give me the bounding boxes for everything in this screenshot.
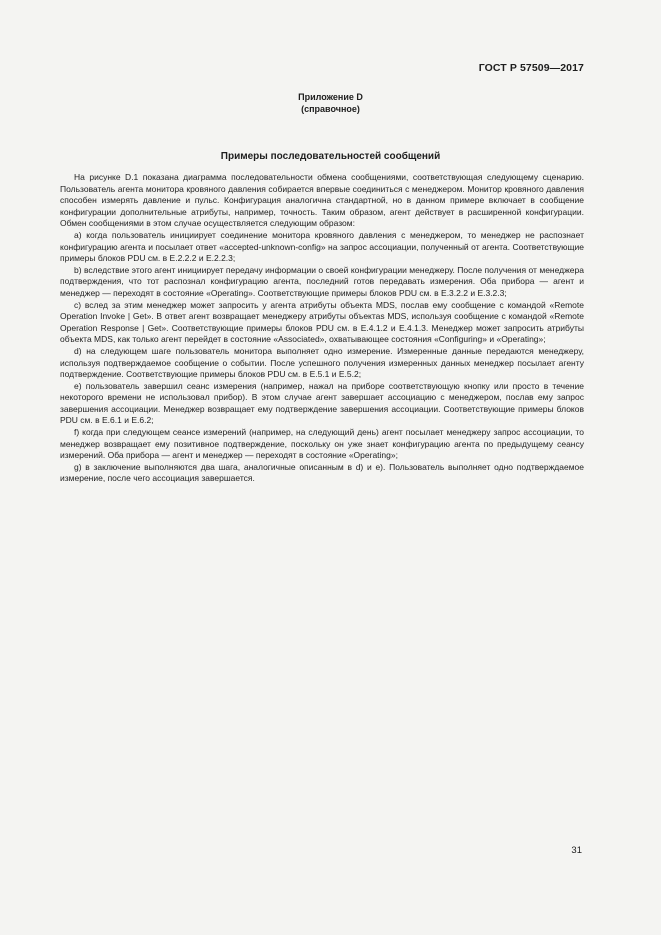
standard-code: ГОСТ Р 57509—2017: [478, 62, 584, 74]
section-title: Примеры последовательностей сообщений: [220, 151, 441, 162]
list-item-c: c) вслед за этим менеджер может запросить у агента атрибуты объекта MDS, послав ему сообщение с командой «Remote Operation Invoke | Get». В ответ агент возвращает менеджеру атрибуты объектаs MDS, используя сообщение с командой «Remote Operation Response | Get». Соответствующие примеры блоков PDU см. в E.4.1.2 и E.4.1.3. Менеджер может запросить атрибуты объекта MDS, как только агент перейдет в состояние «Associated», охватывающее состояния «Configuring» и «Operating»;: [60, 299, 584, 345]
body-text: [60, 172, 584, 485]
list-item-g: g) в заключение выполняются два шага, аналогичные описанным в d) и e). Пользователь выполняет одно подтверждаемое измерение, после чего ассоциация завершается.: [60, 461, 584, 484]
list-item-e: e) пользователь завершил сеанс измерения (например, нажал на приборе соответствующую кнопку или просто в течение некоторого времени не использовал прибор). В этом случае агент завершает ассоциацию с менеджером, послав ему запрос завершения ассоциации. Менеджер возвращает ему подтверждение завершения ассоциации. Соответствующие примеры блоков PDU см. в E.6.1 и E.6.2;: [60, 380, 584, 426]
appendix-title: Приложение D: [298, 92, 363, 102]
appendix-subtitle: (справочное): [301, 104, 360, 114]
list-item-a: a) когда пользователь инициирует соединение монитора кровяного давления с менеджером, то менеджер не распознает конфигурацию агента и посылает ответ «accepted-unknown-config» на запрос ассоциации, полученный от агента. Соответствующие примеры блоков PDU см. в E.2.2.2 и E.2.2.3;: [60, 229, 584, 264]
list-item-d: d) на следующем шаге пользователь монитора выполняет одно измерение. Измеренные данные передаются менеджеру, используя подтверждаемое сообщение о событии. После успешного получения измеренных данных менеджер посылает агенту подтверждение. Соответствующие примеры блоков PDU см. в E.5.1 и E.5.2;: [60, 345, 584, 380]
page-number: 31: [571, 845, 582, 856]
list-item-b: b) вследствие этого агент инициирует передачу информации о своей конфигурации менеджеру. После получения от менеджера подтверждения, что тот распознал конфигурацию агента, последний готов передавать измерения. Оба прибора — агент и менеджер — переходят в состояние «Operating». Соответствующие примеры блоков PDU см. в E.3.2.2 и E.3.2.3;: [60, 264, 584, 298]
appendix-heading: [0, 91, 661, 115]
list-item-f: f) когда при следующем сеансе измерений (например, на следующий день) агент посылает менеджеру запрос ассоциации, то менеджер возвращает ему позитивное подтверждение, поскольку он уже знает конфигурацию агента по предыдущему сеансу измерений. Оба прибора — агент и менеджер — переходят в состояние «Operating»;: [60, 427, 584, 461]
intro-paragraph: На рисунке D.1 показана диаграмма последовательности обмена сообщениями, соответствующая следующему сценарию. Пользователь агента монитора кровяного давления собирается впервые соединиться с менеджером. Монитор кровяного давления способен измерять давление и пульс. Конфигурация аналогична стандартной, но в данном примере включает в сообщение конфигурации дополнительные атрибуты, например, точность. Таким образом, агент действует в расширенной конфигурации. Обмен сообщениями в этом случае осуществляется следующим образом:: [60, 172, 584, 229]
